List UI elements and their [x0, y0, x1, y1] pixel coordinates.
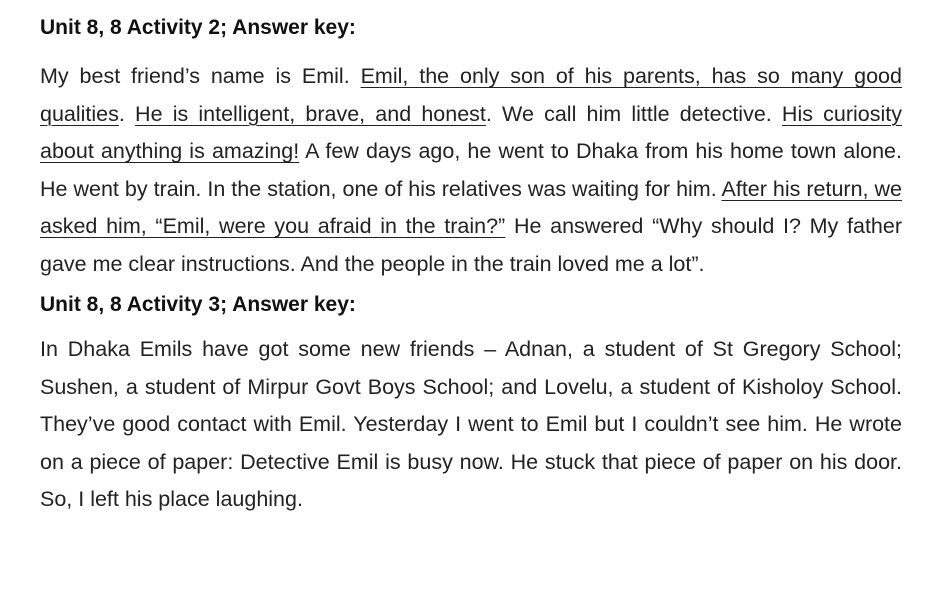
text-segment: My best friend’s name is Emil. — [40, 64, 361, 88]
activity-3-heading: Unit 8, 8 Activity 3; Answer key: — [40, 293, 356, 316]
underlined-segment: Emil, the only son of his parents, has so many good qualities — [40, 64, 902, 126]
activity-2-paragraph — [40, 58, 902, 283]
activity-2-heading: Unit 8, 8 Activity 2; Answer key: — [40, 16, 356, 39]
underlined-segment: He is intelligent, brave, and honest — [135, 101, 486, 126]
underlined-segment: After his return, we asked him, “Emil, were you afraid in the train?” — [40, 176, 902, 238]
text-segment: He answered “Why should I? My father gave me clear instructions. And the people in the train loved me a lot”. — [40, 214, 903, 276]
underlined-segment: His curiosity about anything is amazing! — [40, 101, 902, 163]
document-page — [40, 14, 902, 519]
text-segment: . — [118, 101, 136, 126]
activity-3-paragraph: In Dhaka Emils have got some new friends – Adnan, a student of St Gregory School; Sushen, a student of Mirpur Govt Boys School; and Lovelu, a student of Kisholoy School. They’ve good contact with Emil. Yesterday I went to Emil but I couldn’t see him. He wrote on a piece of paper: Detective Emil is busy now. He stuck that piece of paper on his door. So, I left his place laughing. — [40, 337, 902, 511]
text-segment: . We call him little detective. — [485, 101, 782, 126]
text-segment: A few days ago, he went to Dhaka from his home town alone. He went by train. In the station, one of his relatives was waiting for him. — [40, 139, 902, 201]
